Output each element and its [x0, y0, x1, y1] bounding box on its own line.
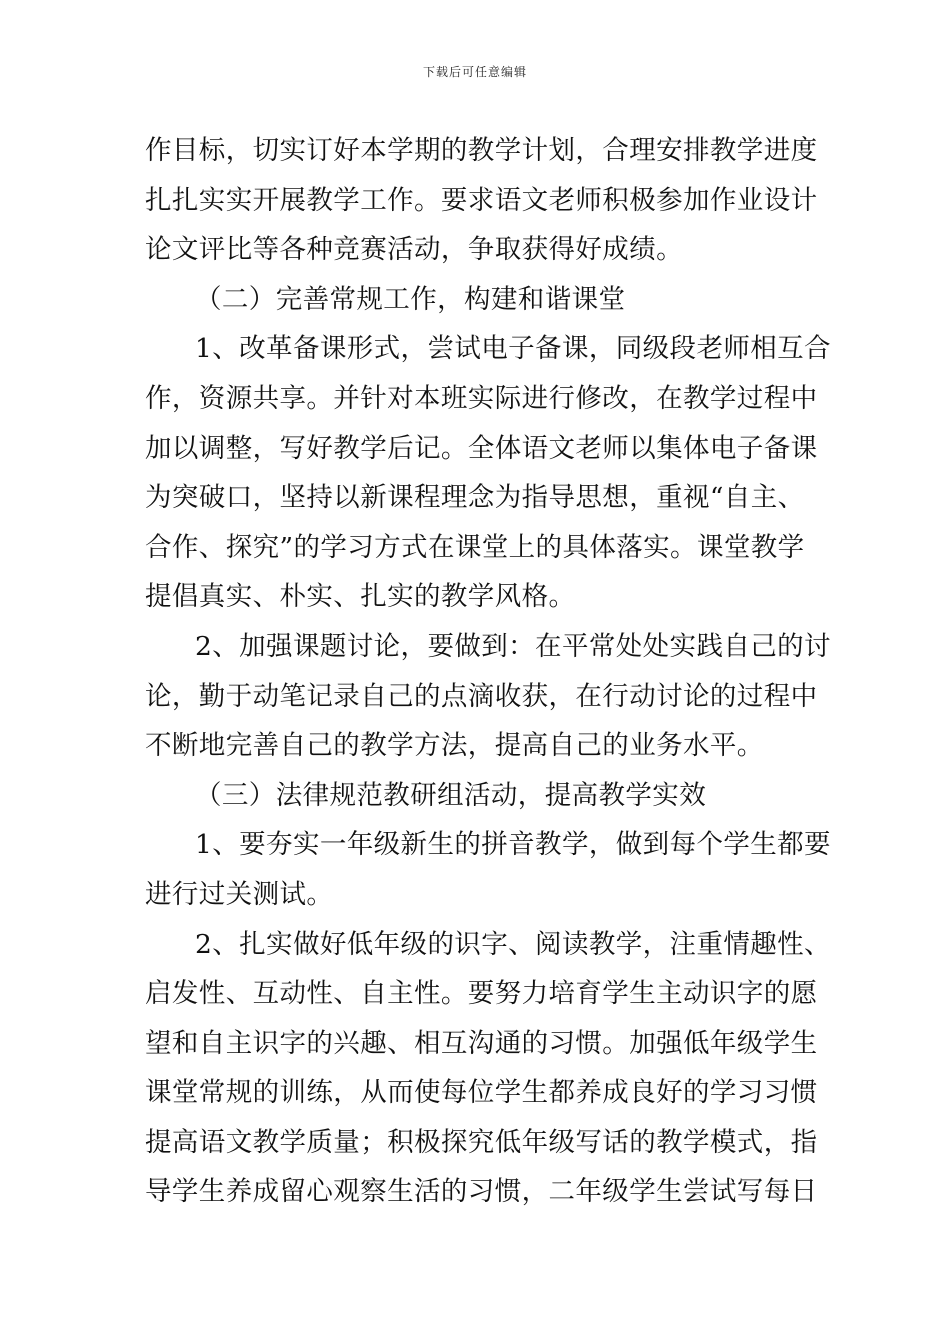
text-line: 进行过关测试。 [145, 878, 334, 910]
text-line: 加以调整，写好教学后记。全体语文老师以集体电子备课 [145, 432, 818, 464]
text-line: 望和自主识字的兴趣、相互沟通的习惯。加强低年级学生 [145, 1027, 818, 1059]
text-line: 作目标，切实订好本学期的教学计划，合理安排教学进度 [145, 135, 818, 166]
text-line: 合作、探究”的学习方式在课堂上的具体落实。课堂教学 [145, 531, 805, 563]
page-header: 下载后可任意编辑 [422, 65, 527, 79]
text-line: 作，资源共享。并针对本班实际进行修改，在教学过程中 [145, 382, 818, 414]
text-line: 2、加强课题讨论，要做到：在平常处处实践自己的讨 [195, 630, 831, 662]
text-line: 1、改革备课形式，尝试电子备课，同级段老师相互合 [195, 333, 831, 365]
text-line: 启发性、互动性、自主性。要努力培育学生主动识字的愿 [145, 978, 818, 1010]
text-line: （二）完善常规工作，构建和谐课堂 [195, 283, 626, 315]
text-line: 1、要夯实一年级新生的拼音教学，做到每个学生都要 [195, 829, 831, 861]
text-line: 导学生养成留心观察生活的习惯，二年级学生尝试写每日 [145, 1176, 818, 1208]
text-line: 扎扎实实开展教学工作。要求语文老师积极参加作业设计 [145, 184, 818, 216]
text-line: 提高语文教学质量；积极探究低年级写话的教学模式，指 [145, 1126, 818, 1158]
text-line: （三）法律规范教研组活动，提高教学实效 [195, 779, 707, 811]
text-line: 论文评比等各种竞赛活动，争取获得好成绩。 [145, 234, 683, 266]
document-body [145, 126, 831, 1217]
text-line: 为突破口，坚持以新课程理念为指导思想，重视“自主、 [145, 482, 805, 514]
text-line: 论，勤于动笔记录自己的点滴收获，在行动讨论的过程中 [145, 680, 818, 712]
text-line: 课堂常规的训练，从而使每位学生都养成良好的学习习惯 [145, 1077, 818, 1109]
text-line: 提倡真实、朴实、扎实的教学风格。 [145, 581, 576, 613]
text-line: 不断地完善自己的教学方法，提高自己的业务水平。 [145, 730, 764, 762]
text-line: 2、扎实做好低年级的识字、阅读教学，注重情趣性、 [195, 928, 831, 960]
